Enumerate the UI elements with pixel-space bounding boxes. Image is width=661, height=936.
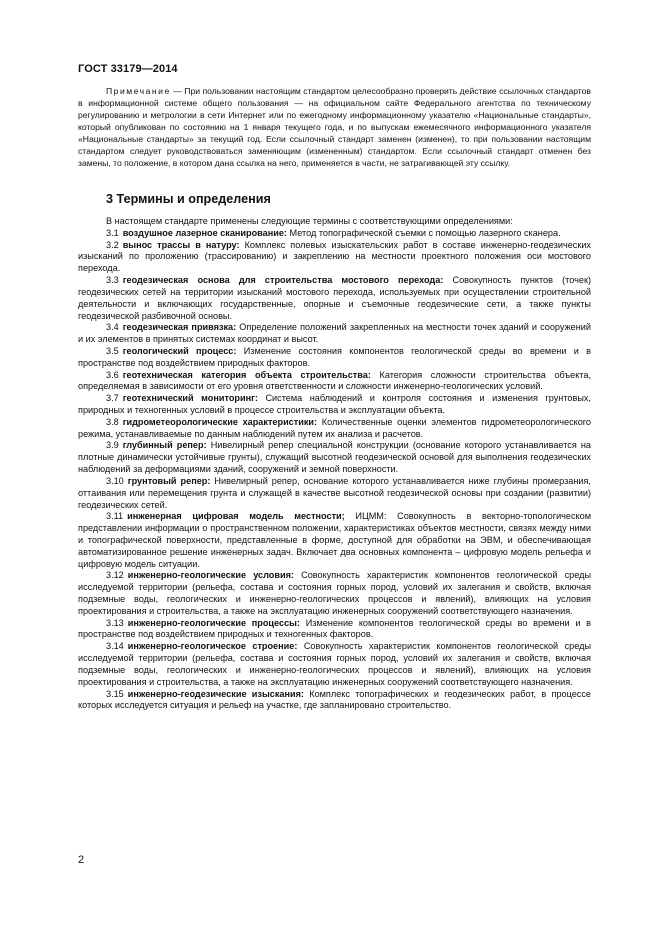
- term-number: 3.1: [106, 227, 119, 238]
- term-entry: [78, 370, 591, 394]
- term-entry: [78, 228, 591, 240]
- term-definition: Нивелирный репер, основание которого устанавливается ниже глубины промерзания, оттаивания или перемещения грунта и служащей в качестве высотной геодезической основы при создании (развитии) геодезических сетей.: [78, 475, 591, 510]
- term-definition: Совокупность характеристик компонентов геологической среды исследуемой территории (рельефа, состава и состояния горных пород, условий их залегания и свойств, включая подземные воды, геологических и инженерно-геологических процессов и явлений), влияющих на условия проектирования и строительства, а также на эксплуатацию инженерных сооружений соответствующего назначения.: [78, 641, 591, 687]
- term-definition: Изменение состояния компонентов геологической среды во времени и в пространстве под воздействием природных факторов.: [78, 345, 591, 368]
- term-number: 3.15: [106, 688, 124, 699]
- document-header: ГОСТ 33179—2014: [78, 63, 178, 75]
- term-name: инженерно-геологическое строение:: [127, 641, 298, 652]
- term-name: воздушное лазерное сканирование:: [122, 227, 287, 238]
- term-name: инженерная цифровая модель местности;: [127, 511, 345, 522]
- term-name: вынос трассы в натуру:: [122, 239, 240, 250]
- term-entry: [78, 393, 591, 417]
- term-definition: Метод топографической съемки с помощью лазерного сканера.: [289, 227, 561, 238]
- term-entry: [78, 240, 591, 275]
- term-number: 3.13: [106, 617, 124, 628]
- term-entry: [78, 417, 591, 441]
- term-number: 3.12: [106, 570, 124, 581]
- term-entry: [78, 346, 591, 370]
- term-entry: [78, 570, 591, 617]
- page-number: 2: [78, 854, 85, 866]
- term-name: геодезическая основа для строительства мостового перехода:: [122, 275, 444, 286]
- term-name: гидрометеорологические характеристики:: [122, 416, 318, 427]
- terms-list: [78, 228, 591, 712]
- term-entry: [78, 618, 591, 642]
- term-number: 3.14: [106, 641, 124, 652]
- terms-body: [78, 216, 591, 712]
- section-intro: В настоящем стандарте применены следующие термины с соответствующими определениями:: [106, 216, 513, 226]
- term-definition: Количественные оценки элементов гидрометеорологического режима, устанавливаемые по данным наблюдений путем их анализа и расчетов.: [78, 416, 591, 439]
- term-definition: ИЦММ: Совокупность в векторно-топологическом представлении информации о пространственном положении, характеристиках объектов местности, связях между ними и топографической поверхности, представленные в форме, доступной для обработки на ЭВМ, и обеспечивающая автоматизированное решение инженерных задач. Включает два основных компонента – цифровую модель рельефа и цифровую модель ситуации.: [78, 511, 591, 569]
- term-entry: [78, 275, 591, 322]
- term-name: инженерно-геологические процессы:: [127, 617, 300, 628]
- term-definition: Определение положений закрепленных на местности точек зданий и сооружений и их элементов в принятых системах координат и высот.: [78, 322, 591, 345]
- term-number: 3.7: [106, 393, 119, 404]
- section-title: 3 Термины и определения: [106, 192, 271, 206]
- term-number: 3.11: [106, 511, 124, 522]
- term-number: 3.3: [106, 275, 119, 286]
- term-definition: Комплекс топографических и геодезических работ, в процессе которых исследуется ситуация и рельеф на участке, где запланировано строительство.: [78, 688, 591, 711]
- note-label: Примечание: [106, 86, 171, 96]
- term-number: 3.10: [106, 475, 124, 486]
- term-name: грунтовый репер:: [127, 475, 211, 486]
- term-number: 3.4: [106, 322, 119, 333]
- term-definition: Категория сложности строительства объекта, определяемая в зависимости от его уровня ответственности и сложности инженерно-геологических условий.: [78, 369, 591, 392]
- term-entry: [78, 476, 591, 511]
- term-definition: Система наблюдений и контроля состояния и изменения грунтовых, природных и техногенных условий в процессе строительства и эксплуатации объекта.: [78, 393, 591, 415]
- term-number: 3.5: [106, 345, 119, 356]
- term-name: инженерно-геологические условия:: [127, 570, 294, 581]
- term-definition: Нивелирный репер специальной конструкции (основание которого устанавливается на плотные динамически устойчивые грунты), служащий высотной геодезической основой для выполнения геодезических наблюдений за деформациями зданий, сооружений и земной поверхности.: [78, 440, 591, 475]
- term-entry: [78, 440, 591, 475]
- term-definition: Комплекс полевых изыскательских работ в составе инженерно-геодезических изысканий по проложению (трассированию) и закреплению на местности проектного положения оси мостового перехода.: [78, 239, 591, 274]
- term-name: инженерно-геодезические изыскания:: [127, 688, 304, 699]
- term-name: геодезическая привязка:: [122, 322, 237, 333]
- term-entry: [78, 322, 591, 346]
- term-name: глубинный репер:: [122, 440, 207, 451]
- term-name: геотехническая категория объекта строительства:: [122, 369, 371, 380]
- term-entry: [78, 689, 591, 713]
- term-number: 3.2: [106, 239, 119, 250]
- reference-note: [78, 86, 591, 170]
- term-number: 3.9: [106, 440, 119, 451]
- term-name: геотехнический мониторинг:: [122, 393, 258, 404]
- term-entry: [78, 641, 591, 688]
- term-definition: Совокупность пунктов (точек) геодезических сетей на территории изысканий мостового перехода, используемых при осуществлении строительной деятельности и включающих государственные, опорные и съемочные геодезические сети, а также пункты геодезической разбивочной основы.: [78, 275, 591, 321]
- note-text: — При пользовании настоящим стандартом целесообразно проверить действие ссылочных стандартов в информационной системе общего пользования — на официальном сайте Федерального агентства по техническому регулированию и метрологии в сети Интернет или по ежегодному информационному указателю «Национальные стандарты», который опубликован по состоянию на 1 января текущего года, и по выпускам ежемесячного информационного указателя «Национальные стандарты» за текущий год. Если ссылочный стандарт заменен (изменен), то при пользовании настоящим стандартом следует руководствоваться заменяющим (измененным) стандартом. Если ссылочный стандарт отменен без замены, то положение, в котором дана ссылка на него, применяется в части, не затрагивающей эту ссылку.: [78, 86, 591, 168]
- term-entry: [78, 511, 591, 570]
- term-name: геологический процесс:: [122, 345, 237, 356]
- term-number: 3.6: [106, 369, 119, 380]
- term-number: 3.8: [106, 416, 119, 427]
- term-definition: Совокупность характеристик компонентов геологической среды исследуемой территории (рельефа, состава и состояния горных пород, условий их залегания и свойств, включая подземные воды, геологических и инженерно-геологических процессов и явлений), влияющих на условия проектирования и строительства, а также на эксплуатацию инженерных сооружений соответствующего назначения.: [78, 570, 591, 616]
- term-definition: Изменение компонентов геологической среды во времени и в пространстве под воздействием природных и техногенных факторов.: [78, 617, 592, 640]
